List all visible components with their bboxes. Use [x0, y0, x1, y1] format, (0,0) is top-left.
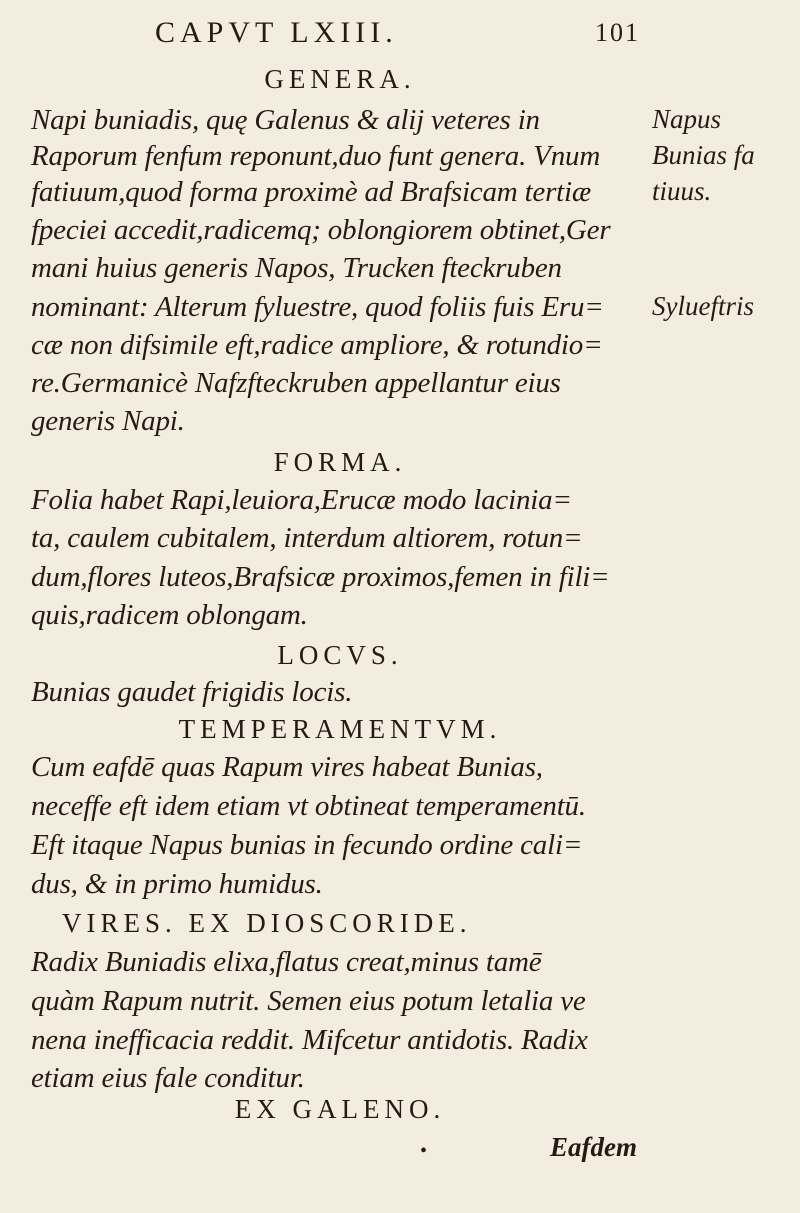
chapter-title: CAPVT LXIII. — [155, 16, 398, 49]
forma-line: ta, caulem cubitalem, interdum altiorem, rotun= — [31, 522, 583, 554]
locus-line: Bunias gaudet frigidis locis. — [31, 676, 353, 708]
genera-line: Napi buniadis, quę Galenus & alij veteres in — [31, 104, 540, 136]
genera-line: cæ non difsimile eft,radice ampliore, & rotundio= — [31, 329, 603, 361]
margin-note: Napus — [652, 104, 722, 134]
page-number: 101 — [595, 18, 640, 47]
vires-line: Radix Buniadis elixa,flatus creat,minus tamē — [31, 946, 542, 978]
heading-vires: VIRES. EX DIOSCORIDE. — [62, 908, 472, 938]
forma-line: quis,radicem oblongam. — [31, 599, 308, 631]
genera-line: mani huius generis Napos, Trucken fteckruben — [31, 252, 562, 284]
heading-galeno: EX GALENO. — [234, 1094, 446, 1124]
heading-temperamentum: TEMPERAMENTVM. — [178, 714, 502, 744]
catchword: Eafdem — [550, 1132, 637, 1162]
temperamentum-line: neceffe eft idem etiam vt obtineat temperamentū. — [31, 790, 586, 822]
margin-note: Bunias fa — [652, 140, 755, 170]
vires-line: quàm Rapum nutrit. Semen eius potum letalia ve — [31, 985, 586, 1017]
vires-line: etiam eius fale conditur. — [31, 1062, 305, 1094]
margin-note: Sylueftris — [652, 291, 754, 321]
genera-line: Raporum fenfum reponunt,duo funt genera. Vnum — [31, 140, 601, 172]
genera-line: generis Napi. — [31, 405, 185, 437]
temperamentum-line: dus, & in primo humidus. — [31, 868, 323, 900]
genera-line: nominant: Alterum fyluestre, quod foliis fuis Eru= — [31, 291, 604, 323]
signature-mark: • — [420, 1140, 428, 1162]
genera-line: fatiuum,quod forma proximè ad Brafsicam tertiæ — [31, 176, 592, 208]
heading-genera: GENERA. — [264, 64, 416, 94]
heading-locus: LOCVS. — [277, 640, 403, 670]
margin-note: tiuus. — [652, 176, 712, 206]
running-head — [0, 16, 800, 56]
genera-line: re.Germanicè Nafzfteckruben appellantur eius — [31, 367, 561, 399]
forma-line: dum,flores luteos,Brafsicæ proximos,femen in fili= — [31, 561, 610, 593]
temperamentum-line: Eft itaque Napus bunias in fecundo ordine cali= — [31, 829, 583, 861]
forma-line: Folia habet Rapi,leuiora,Erucæ modo lacinia= — [31, 484, 572, 516]
heading-forma: FORMA. — [273, 447, 407, 477]
temperamentum-line: Cum eafdē quas Rapum vires habeat Bunias, — [31, 751, 543, 783]
genera-line: fpeciei accedit,radicemq; oblongiorem obtinet,Ger — [31, 214, 611, 246]
vires-line: nena inefficacia reddit. Mifcetur antidotis. Radix — [31, 1024, 588, 1056]
